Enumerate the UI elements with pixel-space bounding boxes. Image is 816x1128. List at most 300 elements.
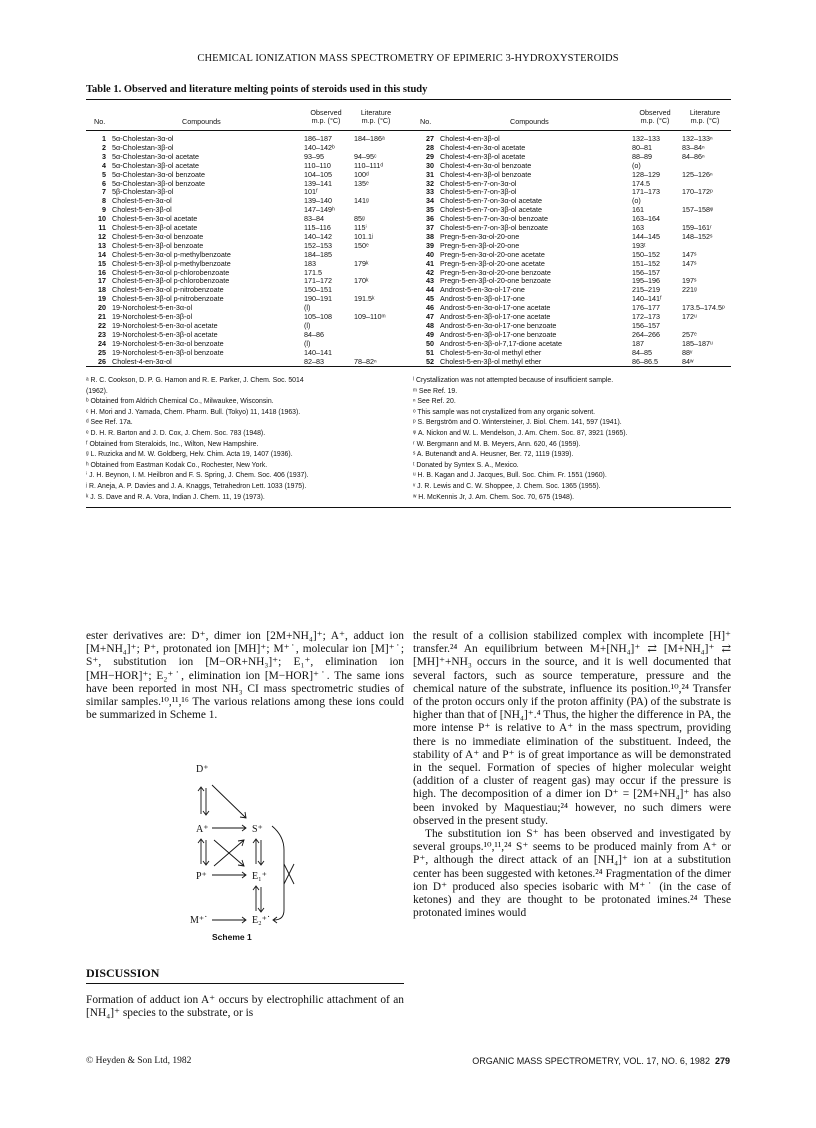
scheme-1-diagram <box>176 760 326 930</box>
footnote: ʷ H. McKennis Jr, J. Am. Chem. Soc. 70, 675 (1948). <box>413 493 575 501</box>
table-row <box>414 161 734 170</box>
scheme-node-d: D⁺ <box>196 764 209 775</box>
cell-no: 11 <box>98 223 106 232</box>
cell-compound: Cholest-4-en-3β-ol benzoate <box>440 169 532 179</box>
cell-compound: Cholest-5-en-3β-ol p-methylbenzoate <box>112 258 231 268</box>
table-row <box>414 303 734 312</box>
cell-observed: 140–141ᶠ <box>632 294 662 304</box>
table-row <box>414 276 734 285</box>
cell-compound: Androst-5-en-3α-ol-17-one benzoate <box>440 320 557 330</box>
running-head: CHEMICAL IONIZATION MASS SPECTROMETRY OF EPIMERIC 3-HYDROXYSTEROIDS <box>197 53 619 64</box>
cell-literature: 159–161ʳ <box>682 223 712 232</box>
cell-compound: Cholest-5-en-3α-ol p-methylbenzoate <box>112 249 231 259</box>
cell-no: 4 <box>102 160 106 170</box>
header-compounds-left: Compounds <box>182 117 221 126</box>
cell-no: 40 <box>426 249 434 259</box>
cell-no: 21 <box>98 312 106 321</box>
table-row <box>414 205 734 214</box>
table-row <box>86 357 406 366</box>
cell-no: 12 <box>98 231 106 241</box>
cell-no: 23 <box>98 329 106 339</box>
cell-literature: 141ᵍ <box>354 196 369 206</box>
cell-compound: Cholest-5-en-3α-ol methyl ether <box>440 347 542 357</box>
cell-no: 6 <box>102 178 106 188</box>
cell-no: 9 <box>102 205 106 215</box>
cell-no: 5 <box>102 169 106 179</box>
header-literature-right: Literature m.p. (°C) <box>689 108 721 125</box>
cell-literature: 148–152ˢ <box>682 231 713 241</box>
cell-literature: 184–186ᵃ <box>354 134 385 143</box>
cell-observed: 195–196 <box>632 276 660 286</box>
cell-literature: 83–84ⁿ <box>682 142 705 152</box>
cell-literature: 150ᵉ <box>354 240 369 250</box>
cell-observed: 139–141 <box>304 178 332 188</box>
footnote: ᵇ Obtained from Aldrich Chemical Co., Milwaukee, Wisconsin. <box>86 398 274 406</box>
cell-observed: 104–105 <box>304 169 332 179</box>
footnote: (1962). <box>86 387 108 395</box>
footer-copyright: © Heyden & Son Ltd, 1982 <box>86 1056 192 1066</box>
footnote-rule <box>86 507 731 508</box>
cell-observed: 140–142 <box>304 231 332 241</box>
cell-compound: Cholest-5-en-3α-ol acetate <box>112 214 198 224</box>
cell-observed: 80–81 <box>632 142 652 152</box>
table-row <box>86 223 406 232</box>
cell-observed: 105–108 <box>304 312 332 321</box>
table-row <box>86 170 406 179</box>
cell-no: 17 <box>98 276 106 286</box>
cell-no: 19 <box>98 294 106 304</box>
table-row <box>414 348 734 357</box>
cell-observed: 110–110 <box>304 160 331 170</box>
cell-literature: 101.1ʲ <box>354 231 374 241</box>
cell-compound: Cholest-4-en-3β-ol acetate <box>440 151 526 161</box>
cell-no: 36 <box>426 214 434 224</box>
cell-compound: Cholest-4-en-3α-ol <box>112 356 172 366</box>
cell-no: 20 <box>98 303 106 313</box>
cell-observed: (l) <box>304 338 311 348</box>
footnote: ᵛ J. R. Lewis and C. W. Shoppee, J. Chem. Soc. 1365 (1955). <box>413 483 601 490</box>
cell-no: 44 <box>426 285 434 295</box>
cell-no: 31 <box>426 169 434 179</box>
cell-observed: 264–266 <box>632 329 660 339</box>
footnote: ᵗ Donated by Syntex S. A., Mexico. <box>413 461 519 469</box>
cell-compound: Cholest-5-en-3β-ol p-nitrobenzoate <box>112 294 224 304</box>
cell-compound: Cholest-5-en-3α-ol benzoate <box>112 231 204 241</box>
scheme-node-e2: E₂⁺˙ <box>252 915 271 926</box>
cell-compound: 19-Norcholest-5-en-3α-ol benzoate <box>112 338 224 348</box>
cell-literature: 100ᵈ <box>354 169 369 179</box>
cell-literature: 173.5–174.5ᵖ <box>682 303 725 313</box>
table-row <box>414 259 734 268</box>
cell-compound: Cholest-5-en-3α-ol p-chlorobenzoate <box>112 267 230 277</box>
cell-compound: 5α-Cholestan-3α-ol acetate <box>112 151 200 161</box>
cell-compound: Pregn-5-en-3β-ol-20-one <box>440 240 520 250</box>
footnote: ᵈ See Ref. 17a. <box>86 419 133 427</box>
footnote: ʳ W. Bergmann and M. B. Meyers, Ann. 620, 46 (1959). <box>413 440 581 448</box>
cell-no: 41 <box>426 258 434 268</box>
table-row <box>86 268 406 277</box>
body-paragraph: the result of a collision stabilized complex with incomplete [H]⁺ transfer.²⁴ An equilibrium between M+[NH₄]⁺ ⇄ [M+NH₄]⁺ ⇄ [MH]⁺+NH₃ occurs in the source, and it is well documented that several factors, such as source temperature, pressure and the chemical nature of the substrate, influence its position.¹⁰,²⁴ Transfer of the proton occurs only if the proton affinity (PA) of the substrate is higher than that of [NH₄]⁺.⁴ Thus, the higher the difference in PA, the more intense P⁺ is relative to A⁺ in the mass spectrum, providing there is no immediate elimination of the substituent. Indeed, the stability of A⁺ and P⁺ is of great importance as will be demonstrated in the sequel. Formation of species of higher molecular weight (addition of a cluster of reagent gas) may occur if the pressure is high. The decomposition of a dimer ion D⁺ = [2M+NH₄]⁺ has also been invoked by Maquestiau;²⁴ however, no such dimers were observed in the present study. <box>413 630 731 827</box>
cell-compound: Cholest-5-en-7-on-3β-ol <box>440 187 517 197</box>
scheme-node-p: P⁺ <box>196 871 207 882</box>
cell-no: 3 <box>102 151 106 161</box>
body-paragraph: Formation of adduct ion A⁺ occurs by electrophilic attachment of an [NH₄]⁺ species to the substrate, or is <box>86 994 404 1020</box>
cell-observed: 101ᶠ <box>304 187 318 197</box>
table-row <box>86 276 406 285</box>
table-row <box>414 241 734 250</box>
cell-no: 14 <box>98 249 106 259</box>
cell-no: 15 <box>98 258 106 268</box>
scheme-node-m: M⁺˙ <box>190 915 208 926</box>
header-observed-left: Observed m.p. (°C) <box>310 108 342 125</box>
cell-compound: 19-Norcholest-5-en-3β-ol acetate <box>112 329 218 339</box>
cell-compound: Cholest-5-en-3α-ol <box>112 196 172 206</box>
table-row <box>86 179 406 188</box>
cell-observed: 171–172 <box>304 276 332 286</box>
cell-compound: 5α-Cholestan-3β-ol acetate <box>112 160 199 170</box>
cell-no: 32 <box>426 178 434 188</box>
cell-observed: 139–140 <box>304 196 332 206</box>
cell-observed: 140–142ᵇ <box>304 142 335 152</box>
cell-observed: 161 <box>632 205 644 215</box>
cell-no: 39 <box>426 240 434 250</box>
cell-no: 8 <box>102 196 106 206</box>
cell-literature: 85ᵍ <box>354 214 365 224</box>
footnote: ʲ R. Aneja, A. P. Davies and J. A. Knaggs, Tetrahedron Lett. 1033 (1975). <box>86 483 307 490</box>
cell-compound: Cholest-5-en-7-on-3α-ol benzoate <box>440 214 549 224</box>
cell-compound: Pregn-5-en-3β-ol-20-one acetate <box>440 258 545 268</box>
cell-literature: 109–110ᵐ <box>354 312 386 321</box>
table-top-rule <box>86 99 731 100</box>
cell-literature: 170–172ᵖ <box>682 187 713 197</box>
cell-observed: (o) <box>632 196 641 206</box>
table-row <box>86 259 406 268</box>
cell-observed: 193ᵗ <box>632 240 646 250</box>
footnote: ⁱ J. H. Beynon, I. M. Heilbron and F. S. Spring, J. Chem. Soc. 406 (1937). <box>86 472 309 480</box>
cell-observed: 140–141 <box>304 347 332 357</box>
cell-observed: (l) <box>304 303 311 313</box>
table-title: Table 1. Observed and literature melting points of steroids used in this study <box>86 84 428 95</box>
cell-observed: 147–149ʰ <box>304 205 335 215</box>
cell-no: 2 <box>102 142 106 152</box>
cell-no: 43 <box>426 276 434 286</box>
cell-no: 34 <box>426 196 434 206</box>
cell-observed: 151–152 <box>632 258 660 268</box>
cell-no: 30 <box>426 160 434 170</box>
header-no-right: No. <box>420 117 432 126</box>
cell-compound: Pregn-5-en-3α-ol-20-one acetate <box>440 249 545 259</box>
table-row <box>414 357 734 366</box>
table-row <box>86 250 406 259</box>
footnote: ᵏ J. S. Dave and R. A. Vora, Indian J. Chem. 11, 19 (1973). <box>86 493 265 501</box>
header-observed-right: Observed m.p. (°C) <box>639 108 671 125</box>
footnote: ʰ Obtained from Eastman Kodak Co., Rochester, New York. <box>86 461 268 469</box>
footnote: ᵍ L. Ruzicka and M. W. Goldberg, Helv. Chim. Acta 19, 1407 (1936). <box>86 451 293 459</box>
cell-compound: Androst-5-en-3β-ol-17-one benzoate <box>440 329 557 339</box>
body-paragraph: The substitution ion S⁺ has been observed and investigated by several groups.¹⁰,¹¹,²⁴ S⁺ seems to be produced mainly from A⁺ or P⁺, although the direct attack of an [NH₄]⁺ ion at a substitution center has been suggested with ketones.²⁴ Fragmentation of the dimer ion D⁺ produced also species isobaric with M⁺˙ (in the case of ketones) and they are thought to be protonated imines.²⁴ These protonated imines would <box>413 828 731 920</box>
cell-no: 24 <box>98 338 106 348</box>
cell-observed: 186–187 <box>304 134 332 143</box>
table-row <box>414 285 734 294</box>
cell-no: 7 <box>102 187 106 197</box>
footnote: ᶜ H. Mori and J. Yamada, Chem. Pharm. Bull. (Tokyo) 11, 1418 (1963). <box>86 408 301 416</box>
table-row <box>414 143 734 152</box>
cell-no: 25 <box>98 347 106 357</box>
cell-compound: Androst-5-en-3β-ol-17-one acetate <box>440 312 551 321</box>
cell-literature: 115ⁱ <box>354 223 367 232</box>
cell-observed: 184–185 <box>304 249 332 259</box>
cell-no: 48 <box>426 320 434 330</box>
cell-literature: 125–126ⁿ <box>682 169 713 179</box>
cell-no: 27 <box>426 134 434 143</box>
table-row <box>86 143 406 152</box>
cell-compound: Cholest-4-en-3α-ol benzoate <box>440 160 532 170</box>
cell-observed: 115–116 <box>304 223 331 232</box>
cell-no: 18 <box>98 285 106 295</box>
header-compounds-right: Compounds <box>510 117 549 126</box>
cell-no: 50 <box>426 338 434 348</box>
body-left-column <box>86 630 404 722</box>
footnote: ˡ Crystallization was not attempted because of insufficient sample. <box>413 377 614 384</box>
cell-compound: Cholest-5-en-3β-ol benzoate <box>112 240 204 250</box>
cell-literature: 197ˢ <box>682 276 697 286</box>
cell-observed: 128–129 <box>632 169 660 179</box>
footnote: ᵠ A. Nickon and W. L. Mendelson, J. Am. Chem. Soc. 87, 3921 (1965). <box>413 430 628 437</box>
table-row <box>86 187 406 196</box>
cell-literature: 179ᵏ <box>354 258 369 268</box>
table-row <box>414 214 734 223</box>
table-header-rule <box>86 130 731 131</box>
cell-no: 46 <box>426 303 434 313</box>
table-row <box>86 303 406 312</box>
footnote: ᵒ This sample was not crystallized from any organic solvent. <box>413 408 596 416</box>
header-literature-left: Literature m.p. (°C) <box>360 108 392 125</box>
cell-observed: 152–153 <box>304 240 332 250</box>
cell-observed: 86–86.5 <box>632 356 658 366</box>
cell-observed: 163 <box>632 223 644 232</box>
body-paragraph: ester derivatives are: D⁺, dimer ion [2M+NH₄]⁺; A⁺, adduct ion [M+NH₄]⁺; P⁺, protonated ion [MH]⁺; M⁺˙, molecular ion [M]⁺˙; S⁺, substitution ion [M−OR+NH₃]⁺; E₁⁺, elimination ion [MH−HOR]⁺; E₂⁺˙, elimination ion [M−HOR]⁺˙. The same ions have been reported in most NH₃ CI mass spectrometric studies of similar samples.¹⁰,¹¹,¹⁶ The various relations among these ions could be summarized in Scheme 1. <box>86 630 404 722</box>
scheme-node-e1: E₁⁺ <box>252 871 267 882</box>
cell-no: 13 <box>98 240 106 250</box>
section-heading-discussion: DISCUSSION <box>86 966 160 980</box>
cell-compound: Cholest-5-en-7-on-3β-ol benzoate <box>440 223 549 232</box>
cell-no: 10 <box>98 214 106 224</box>
cell-no: 22 <box>98 320 106 330</box>
cell-literature: 84ʷ <box>682 356 694 366</box>
cell-observed: 190–191 <box>304 294 332 304</box>
cell-compound: Cholest-5-en-3β-ol methyl ether <box>440 356 542 366</box>
table-row <box>86 205 406 214</box>
cell-observed: 93–95 <box>304 151 324 161</box>
cell-compound: Pregn-5-en-3α-ol-20-one <box>440 231 520 241</box>
cell-no: 35 <box>426 205 434 215</box>
cell-compound: 19-Norcholest-5-en-3β-ol benzoate <box>112 347 224 357</box>
cell-compound: Pregn-5-en-3α-ol-20-one benzoate <box>440 267 551 277</box>
cell-no: 37 <box>426 223 434 232</box>
table-row <box>414 294 734 303</box>
table-row <box>414 170 734 179</box>
cell-no: 45 <box>426 294 434 304</box>
cell-observed: 183 <box>304 258 316 268</box>
table-row <box>414 321 734 330</box>
cell-observed: 174.5 <box>632 178 650 188</box>
table-row <box>414 330 734 339</box>
discussion-rule <box>86 983 404 984</box>
scheme-label: Scheme 1 <box>212 932 252 942</box>
cell-literature: 172ᵘ <box>682 312 697 321</box>
table-row <box>86 285 406 294</box>
footnote: ᵐ See Ref. 19. <box>413 387 458 395</box>
footnote: ᵘ H. B. Kagan and J. Jacques, Bull. Soc. Chim. Fr. 1551 (1960). <box>413 472 607 480</box>
table-row <box>86 214 406 223</box>
footer-journal <box>472 1056 730 1066</box>
cell-compound: 19-Norcholest-5-en-3β-ol <box>112 312 193 321</box>
cell-compound: Cholest-5-en-3α-ol p-nitrobenzoate <box>112 285 224 295</box>
cell-compound: Cholest-5-en-7-on-3α-ol acetate <box>440 196 543 206</box>
table-bottom-rule <box>86 366 731 367</box>
cell-literature: 94–95ᶜ <box>354 151 377 161</box>
cell-observed: 84–85 <box>632 347 652 357</box>
cell-compound: Cholest-4-en-3β-ol <box>440 134 500 143</box>
cell-compound: 19-Norcholest-5-en-3α-ol <box>112 303 193 313</box>
cell-observed: 187 <box>632 338 644 348</box>
table-row <box>414 196 734 205</box>
scheme-node-a: A⁺ <box>196 824 209 835</box>
cell-compound: Cholest-5-en-3β-ol <box>112 205 172 215</box>
table-row <box>86 294 406 303</box>
table-row <box>414 223 734 232</box>
table-row <box>86 232 406 241</box>
cell-observed: 88–89 <box>632 151 652 161</box>
cell-compound: Cholest-5-en-7-on-3β-ol acetate <box>440 205 543 215</box>
page-number: 279 <box>714 1056 730 1066</box>
table-row <box>414 152 734 161</box>
cell-observed: 132–133 <box>632 134 660 143</box>
cell-literature: 170ᵏ <box>354 276 369 286</box>
cell-compound: Cholest-5-en-3β-ol acetate <box>112 223 198 232</box>
cell-literature: 185–187ᵘ <box>682 338 713 348</box>
cell-observed: 144–145 <box>632 231 660 241</box>
table-row <box>86 241 406 250</box>
cell-compound: Androst-5-en-3α-ol-17-one acetate <box>440 303 551 313</box>
table-row <box>414 339 734 348</box>
table-row <box>86 330 406 339</box>
cell-literature: 191.5ᵏ <box>354 294 375 304</box>
cell-no: 28 <box>426 142 434 152</box>
body-left-column-lower <box>86 994 404 1020</box>
table-row <box>414 250 734 259</box>
cell-literature: 257ᵉ <box>682 329 697 339</box>
body-right-column <box>413 630 731 920</box>
cell-literature: 132–133ⁿ <box>682 134 713 143</box>
cell-observed: 156–157 <box>632 320 660 330</box>
cell-no: 38 <box>426 231 434 241</box>
table-row <box>86 321 406 330</box>
cell-observed: 171.5 <box>304 267 322 277</box>
table-row <box>86 161 406 170</box>
footnote: ᵃ R. C. Cookson, D. P. G. Hamon and R. E. Parker, J. Chem. Soc. 5014 <box>86 377 304 384</box>
cell-literature: 157–158ᵠ <box>682 205 714 215</box>
cell-compound: 5α-Cholestan-3β-ol benzoate <box>112 178 205 188</box>
table-row <box>86 339 406 348</box>
cell-literature: 88ᵛ <box>682 347 693 357</box>
cell-observed: 83–84 <box>304 214 324 224</box>
cell-no: 49 <box>426 329 434 339</box>
cell-no: 52 <box>426 356 434 366</box>
cell-compound: 5α-Cholestan-3α-ol benzoate <box>112 169 206 179</box>
footer-journal-title: ORGANIC MASS SPECTROMETRY, VOL. 17, NO. 6, 1982 <box>472 1056 710 1066</box>
cell-no: 16 <box>98 267 106 277</box>
cell-observed: 163–164 <box>632 214 660 224</box>
cell-observed: 84–86 <box>304 329 324 339</box>
cell-observed: 82–83 <box>304 356 324 366</box>
table-row <box>414 268 734 277</box>
cell-compound: Cholest-5-en-7-on-3α-ol <box>440 178 517 188</box>
cell-compound: 5α-Cholestan-3α-ol <box>112 134 174 143</box>
table-row <box>414 179 734 188</box>
cell-observed: (o) <box>632 160 641 170</box>
cell-compound: 19-Norcholest-5-en-3α-ol acetate <box>112 320 218 330</box>
footnote: ᶠ Obtained from Steraloids, Inc., Wilton, New Hampshire. <box>86 440 259 448</box>
cell-compound: 5α-Cholestan-3β-ol <box>112 142 174 152</box>
cell-observed: 156–157 <box>632 267 660 277</box>
cell-no: 47 <box>426 312 434 321</box>
cell-observed: 171–173 <box>632 187 660 197</box>
table-row <box>86 134 406 143</box>
cell-no: 33 <box>426 187 434 197</box>
footnote: ᵉ D. H. R. Barton and J. D. Cox, J. Chem. Soc. 783 (1948). <box>86 430 266 437</box>
table-row <box>414 312 734 321</box>
cell-observed: 176–177 <box>632 303 660 313</box>
cell-observed: 150–151 <box>304 285 332 295</box>
cell-no: 26 <box>98 356 106 366</box>
header-no-left: No. <box>94 117 106 126</box>
cell-compound: 5β-Cholestan-3β-ol <box>112 187 174 197</box>
cell-no: 1 <box>102 134 106 143</box>
table-row <box>414 187 734 196</box>
cell-no: 29 <box>426 151 434 161</box>
table-row <box>86 348 406 357</box>
table-row <box>414 232 734 241</box>
cell-literature: 147ˢ <box>682 249 697 259</box>
cell-compound: Androst-5-en-3β-ol-17-one <box>440 294 525 304</box>
cell-compound: Cholest-5-en-3β-ol p-chlorobenzoate <box>112 276 230 286</box>
cell-literature: 221ᵍ <box>682 285 697 295</box>
cell-literature: 110–111ᵈ <box>354 160 384 170</box>
table-row <box>86 196 406 205</box>
table-row <box>86 152 406 161</box>
cell-compound: Cholest-4-en-3α-ol acetate <box>440 142 526 152</box>
table-row <box>414 134 734 143</box>
cell-literature: 84–86ⁿ <box>682 151 705 161</box>
table-row <box>86 312 406 321</box>
cell-observed: 150–152 <box>632 249 660 259</box>
footnote: ⁿ See Ref. 20. <box>413 398 456 406</box>
cell-no: 42 <box>426 267 434 277</box>
cell-observed: 215–219 <box>632 285 660 295</box>
cell-no: 51 <box>426 347 434 357</box>
cell-observed: 172–173 <box>632 312 660 321</box>
cell-compound: Androst-5-en-3β-ol-7,17-dione acetate <box>440 338 562 348</box>
footnote: ˢ A. Butenandt and A. Heusner, Ber. 72, 1119 (1939). <box>413 451 574 459</box>
cell-literature: 135ᵉ <box>354 178 369 188</box>
footnote: ᵖ S. Bergström and O. Wintersteiner, J. Biol. Chem. 141, 597 (1941). <box>413 419 622 427</box>
cell-compound: Androst-5-en-3α-ol-17-one <box>440 285 525 295</box>
cell-observed: (l) <box>304 320 311 330</box>
scheme-node-s: S⁺ <box>252 824 263 835</box>
cell-compound: Pregn-5-en-3β-ol-20-one benzoate <box>440 276 551 286</box>
cell-literature: 78–82ⁿ <box>354 356 377 366</box>
